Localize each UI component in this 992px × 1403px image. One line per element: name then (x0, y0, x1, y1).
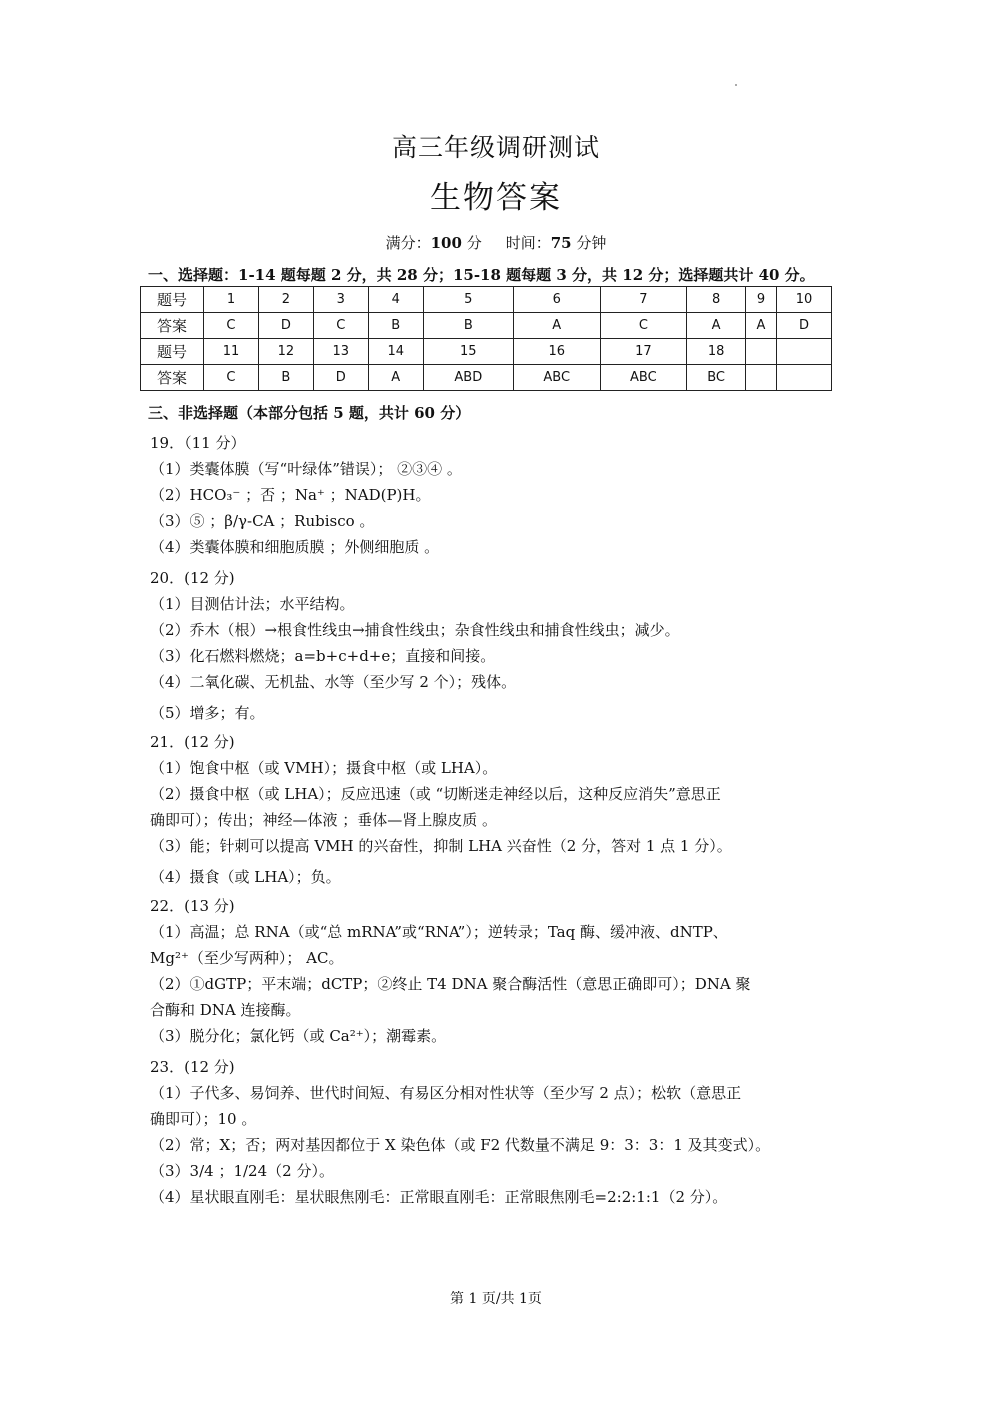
table-cell: 1 (204, 287, 259, 313)
table-cell: 6 (513, 287, 600, 313)
table-cell: D (313, 365, 368, 391)
table-cell: B (258, 365, 313, 391)
table-cell: 9 (745, 287, 776, 313)
answer-table (140, 286, 832, 391)
answer-line: （2）摄食中枢（或 LHA）；反应迅速（或 “切断迷走神经以后，这种反应消失”意思正 (150, 785, 721, 803)
table-row (141, 339, 832, 365)
answer-line: （3）3/4 ；1/24（2 分）。 (150, 1162, 334, 1180)
table-cell (776, 365, 831, 391)
answer-line: 合酶和 DNA 连接酶。 (150, 1001, 301, 1019)
table-cell: 17 (600, 339, 687, 365)
scan-dot (735, 84, 737, 86)
table-cell: D (258, 313, 313, 339)
answer-line: 确即可）；传出；神经—体液 ；垂体—肾上腺皮质 。 (150, 811, 498, 829)
question-heading: 22．(13 分) (150, 897, 235, 915)
answer-line: （4）类囊体膜和细胞质膜 ；外侧细胞质 。 (150, 538, 440, 556)
table-cell (745, 365, 776, 391)
table-cell: C (204, 365, 259, 391)
table-cell: 18 (687, 339, 746, 365)
table-row (141, 287, 832, 313)
table-cell: 10 (776, 287, 831, 313)
table-cell: 12 (258, 339, 313, 365)
table-cell: ABC (513, 365, 600, 391)
answer-line: （3）能；针刺可以提高 VMH 的兴奋性，抑制 LHA 兴奋性（2 分，答对 1 点 1 分）。 (150, 837, 732, 855)
answer-line: （4）二氧化碳、无机盐、水等（至少写 2 个）；残体。 (150, 673, 517, 691)
answer-line: （5）增多；有。 (150, 704, 265, 722)
answer-line: （2）HCO₃⁻ ；否 ；Na⁺ ；NAD(P)H。 (150, 486, 431, 504)
answer-line: （3）化石燃料燃烧；a=b+c+d+e；直接和间接。 (150, 647, 496, 665)
table-cell: 11 (204, 339, 259, 365)
answer-line: 确即可）；10 。 (150, 1110, 257, 1128)
table-cell: ABC (600, 365, 687, 391)
answer-line: （2）乔木（根）→根食性线虫→捕食性线虫；杂食性线虫和捕食性线虫；减少。 (150, 621, 680, 639)
time-value: 75 (550, 234, 572, 252)
answer-line: （4）摄食（或 LHA）；负。 (150, 868, 341, 886)
table-cell: D (776, 313, 831, 339)
score-label: 满分： (385, 234, 431, 252)
table-cell: 7 (600, 287, 687, 313)
answer-line: （1）类囊体膜（写“叶绿体”错误）； ②③④ 。 (150, 460, 462, 478)
answer-title: 生物答案 (430, 180, 562, 216)
table-cell: A (687, 313, 746, 339)
score-unit: 分 (461, 234, 482, 252)
table-cell: C (204, 313, 259, 339)
table-cell: 3 (313, 287, 368, 313)
table-cell: 13 (313, 339, 368, 365)
question-heading: 21．(12 分) (150, 733, 235, 751)
table-cell: 8 (687, 287, 746, 313)
answer-line: （4）星状眼直刚毛：星状眼焦刚毛：正常眼直刚毛：正常眼焦刚毛=2:2:1:1（2 分）。 (150, 1188, 728, 1206)
answer-line: （3）⑤ ；β/γ-CA ；Rubisco 。 (150, 512, 375, 530)
answer-line: （1）饱食中枢（或 VMH）；摄食中枢（或 LHA）。 (150, 759, 498, 777)
table-cell: 14 (368, 339, 423, 365)
table-row-header: 题号 (141, 287, 204, 313)
score-value: 100 (430, 234, 462, 252)
answer-line: （2）常；X；否；两对基因都位于 X 染色体（或 F2 代数量不满足 9：3：3：1 及其变式）。 (150, 1136, 771, 1154)
table-cell: A (745, 313, 776, 339)
table-cell: 16 (513, 339, 600, 365)
table-cell: B (423, 313, 513, 339)
table-row-header: 答案 (141, 365, 204, 391)
time-label: 时间： (505, 234, 551, 252)
table-cell: 15 (423, 339, 513, 365)
table-cell: A (513, 313, 600, 339)
table-cell: BC (687, 365, 746, 391)
table-cell (776, 339, 831, 365)
table-cell: C (600, 313, 687, 339)
answer-line: （1）目测估计法；水平结构。 (150, 595, 355, 613)
table-row-header: 题号 (141, 339, 204, 365)
question-heading: 19．（11 分） (150, 434, 246, 452)
section-3-heading: 三、非选择题（本部分包括 5 题，共计 60 分） (148, 404, 471, 422)
answer-line: （1）子代多、易饲养、世代时间短、有易区分相对性状等（至少写 2 点）；松软（意思正 (150, 1084, 742, 1102)
time-unit: 分钟 (571, 234, 607, 252)
answer-line: （1）高温；总 RNA（或“总 mRNA”或“RNA”）；逆转录；Taq 酶、缓冲液、dNTP、 (150, 923, 728, 941)
table-row-header: 答案 (141, 313, 204, 339)
exam-title: 高三年级调研测试 (391, 133, 600, 162)
answer-line: Mg²⁺（至少写两种）； AC。 (150, 949, 344, 967)
table-cell: 2 (258, 287, 313, 313)
question-heading: 20．(12 分) (150, 569, 235, 587)
score-time-line (0, 232, 992, 253)
table-cell: 4 (368, 287, 423, 313)
table-cell: ABD (423, 365, 513, 391)
table-cell (745, 339, 776, 365)
table-cell: B (368, 313, 423, 339)
section-1-heading: 一、选择题：1-14 题每题 2 分，共 28 分；15-18 题每题 3 分，共 12 分；选择题共计 40 分。 (148, 266, 815, 284)
answer-line: （3）脱分化；氯化钙（或 Ca²⁺）；潮霉素。 (150, 1027, 447, 1045)
table-cell: A (368, 365, 423, 391)
table-row (141, 365, 832, 391)
table-cell: 5 (423, 287, 513, 313)
question-heading: 23．(12 分) (150, 1058, 235, 1076)
table-row (141, 313, 832, 339)
answer-line: （2）①dGTP；平末端；dCTP；②终止 T4 DNA 聚合酶活性（意思正确即可）；DNA 聚 (150, 975, 751, 993)
page-footer: 第 1 页/共 1页 (450, 1291, 542, 1307)
table-cell: C (313, 313, 368, 339)
